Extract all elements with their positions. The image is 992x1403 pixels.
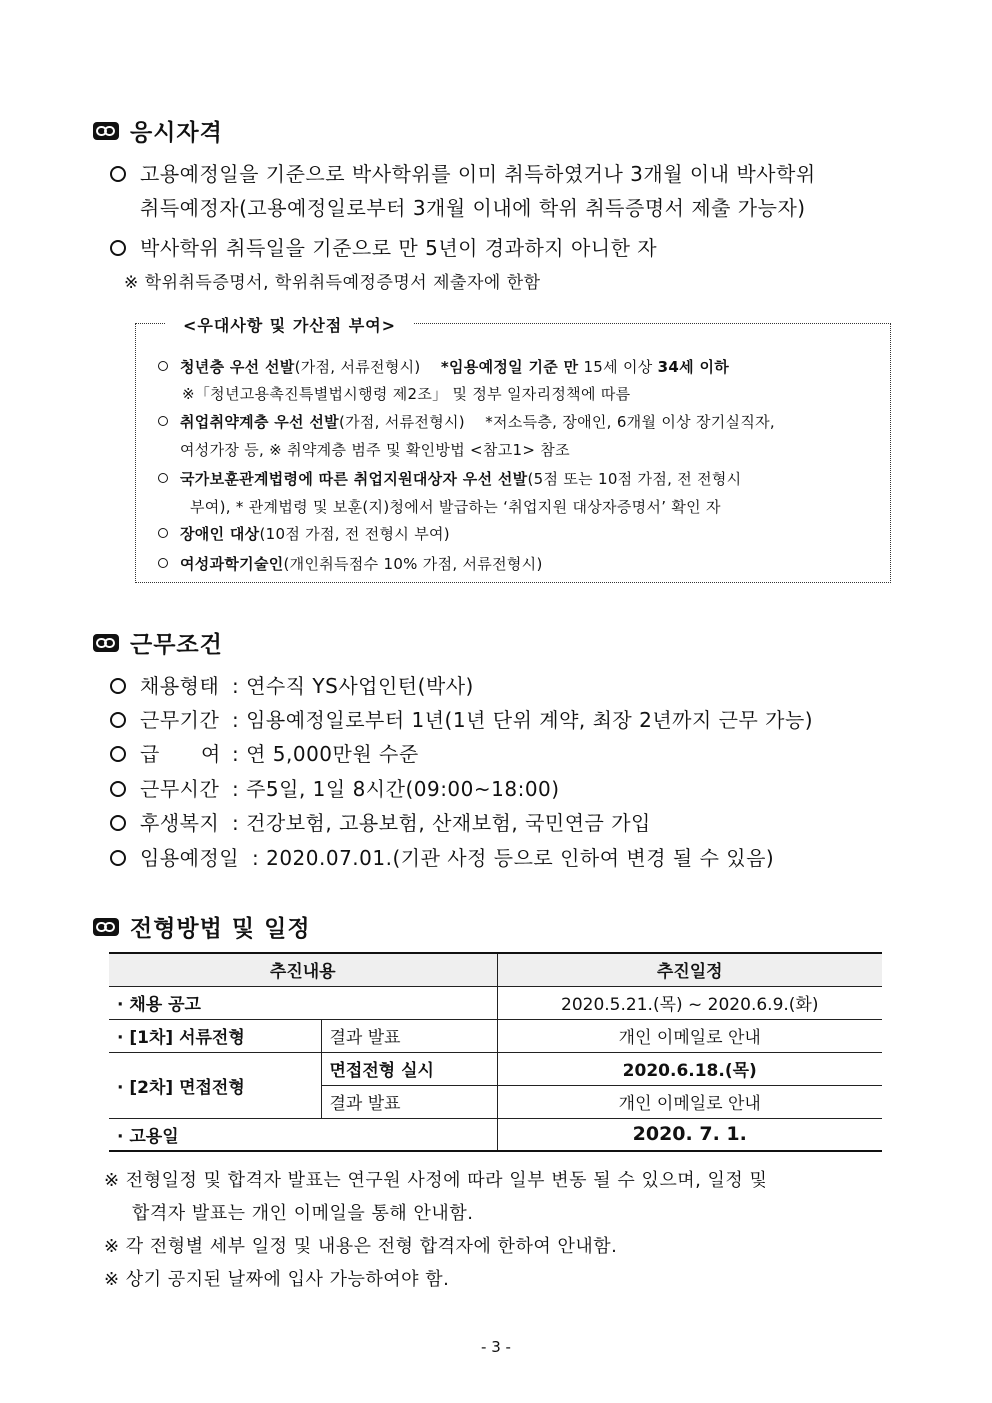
qualification-title: 응시자격 [130,120,223,146]
pref-youth-extra-b: 15세 이상 [583,358,653,376]
preference-vulnerable-cont: 여성가장 등, ※ 취약계층 범주 및 확인방법 <참고1> 참조 [180,441,570,459]
row-sub: 면접전형 실시 [321,1052,497,1085]
row-label: · 고용일 [109,1118,497,1151]
condition-label: 근무시간 [140,777,220,801]
link-icon [92,632,120,654]
conditions-title: 근무조건 [130,632,223,658]
bullet-circle-icon [110,166,126,182]
bullet-circle-icon [110,678,126,694]
bullet-circle-icon [158,416,168,426]
row-label: · [2차] 면접전형 [109,1052,321,1118]
link-icon [92,916,120,938]
row-date: 2020.5.21.(목) ~ 2020.6.9.(화) [497,986,882,1019]
row-date: 2020. 7. 1. [497,1118,882,1151]
condition-row [110,807,651,836]
condition-label: 후생복지 [140,811,220,835]
pref-women-bold: 여성과학기술인 [180,555,284,573]
preferences-title: <우대사항 및 가산점 부여> [165,313,414,336]
bullet-circle-icon [110,746,126,762]
bullet-circle-icon [110,781,126,797]
pref-disabled-rest: (10점 가점, 전 전형시 부여) [259,525,450,543]
condition-label: 채용형태 [140,674,220,698]
pref-youth-extra-a: *임용예정일 기준 만 [440,358,579,376]
row-date: 2020.6.18.(목) [497,1052,882,1085]
schedule-table [109,952,882,1152]
condition-value: : 건강보험, 고용보험, 산재보험, 국민연금 가입 [232,811,651,835]
condition-row [110,738,419,767]
row-sub: 결과 발표 [321,1019,497,1052]
condition-value: : 연 5,000만원 수준 [232,742,419,766]
pref-women-rest: (개인취득점수 10% 가점, 서류전형시) [283,555,543,573]
page-number: - 3 - [481,1338,511,1356]
table-row [109,1052,882,1085]
condition-row [110,670,474,699]
preference-veterans-cont: 부여), * 관계법령 및 보훈(지)청에서 발급하는 ‘취업지원 대상자증명서’ 확인 자 [190,498,721,516]
condition-row [110,842,774,871]
qualification-heading [92,114,223,147]
row-label: · 채용 공고 [109,986,497,1019]
condition-label: 임용예정일 [140,846,240,870]
pref-disabled-bold: 장애인 대상 [180,525,260,543]
bullet-circle-icon [158,528,168,538]
condition-row [110,704,813,733]
bullet-circle-icon [110,815,126,831]
row-sub: 결과 발표 [321,1085,497,1118]
bullet-circle-icon [158,473,168,483]
row-label: · [1차] 서류전형 [109,1019,321,1052]
schedule-heading [92,910,311,943]
qualification-item-2 [110,232,657,261]
condition-value: : 임용예정일로부터 1년(1년 단위 계약, 최장 2년까지 근무 가능) [232,708,814,732]
preference-item-vulnerable [158,411,775,432]
pref-veterans-rest: (5점 또는 10점 가점, 전 전형시 [527,470,742,488]
preference-item-women-scientists [158,553,543,574]
table-header-row [109,953,882,986]
row-date: 개인 이메일로 안내 [497,1019,882,1052]
pref-youth-extra-c: 34세 이하 [657,358,730,376]
pref-vulnerable-extra: *저소득층, 장애인, 6개월 이상 장기실직자, [485,413,775,431]
preference-item-disabled [158,523,450,544]
schedule-title: 전형방법 및 일정 [130,916,311,942]
condition-label: 근무기간 [140,708,220,732]
conditions-heading [92,626,223,659]
condition-value: : 2020.07.01.(기관 사정 등으로 인하여 변경 될 수 있음) [252,846,775,870]
bullet-circle-icon [158,558,168,568]
table-row [109,1118,882,1151]
schedule-note-3: ※ 상기 공지된 날짜에 입사 가능하여야 함. [104,1269,450,1290]
condition-value: : 연수직 YS사업인턴(박사) [232,674,474,698]
schedule-note-1-cont: 합격자 발표는 개인 이메일을 통해 안내함. [132,1203,474,1224]
preference-item-youth [158,356,729,377]
bullet-circle-icon [110,850,126,866]
qualification-item-1-cont: 취득예정자(고용예정일로부터 3개월 이내에 학위 취득증명서 제출 가능자) [140,196,806,220]
table-row [109,986,882,1019]
pref-youth-rest: (가점, 서류전형시) [294,358,421,376]
pref-veterans-bold: 국가보훈관계법령에 따른 취업지원대상자 우선 선발 [180,470,528,488]
condition-label: 급 여 [140,742,221,766]
qualification-item-2-text: 박사학위 취득일을 기준으로 만 5년이 경과하지 아니한 자 [140,236,658,260]
preference-youth-note: ※「청년고용촉진특별법시행령 제2조」 및 정부 일자리정책에 따름 [182,385,631,403]
header-date: 추진일정 [497,953,882,986]
pref-vulnerable-rest: (가점, 서류전형시) [338,413,465,431]
bullet-circle-icon [110,712,126,728]
pref-vulnerable-bold: 취업취약계층 우선 선발 [180,413,339,431]
link-icon [92,120,120,142]
condition-value: : 주5일, 1일 8시간(09:00~18:00) [232,777,560,801]
pref-youth-bold: 청년층 우선 선발 [180,358,295,376]
qualification-item-1-text: 고용예정일을 기준으로 박사학위를 이미 취득하였거나 3개월 이내 박사학위 [140,162,816,186]
qualification-note: ※ 학위취득증명서, 학위취득예정증명서 제출자에 한함 [124,273,541,293]
table-row [109,1019,882,1052]
row-date: 개인 이메일로 안내 [497,1085,882,1118]
schedule-note-1: ※ 전형일정 및 합격자 발표는 연구원 사정에 따라 일부 변동 될 수 있으며, 일정 및 [104,1170,768,1191]
preference-item-veterans [158,468,741,489]
schedule-note-2: ※ 각 전형별 세부 일정 및 내용은 전형 합격자에 한하여 안내함. [104,1236,618,1257]
bullet-circle-icon [158,361,168,371]
bullet-circle-icon [110,240,126,256]
condition-row [110,773,560,802]
header-content: 추진내용 [109,953,497,986]
qualification-item-1 [110,158,816,187]
